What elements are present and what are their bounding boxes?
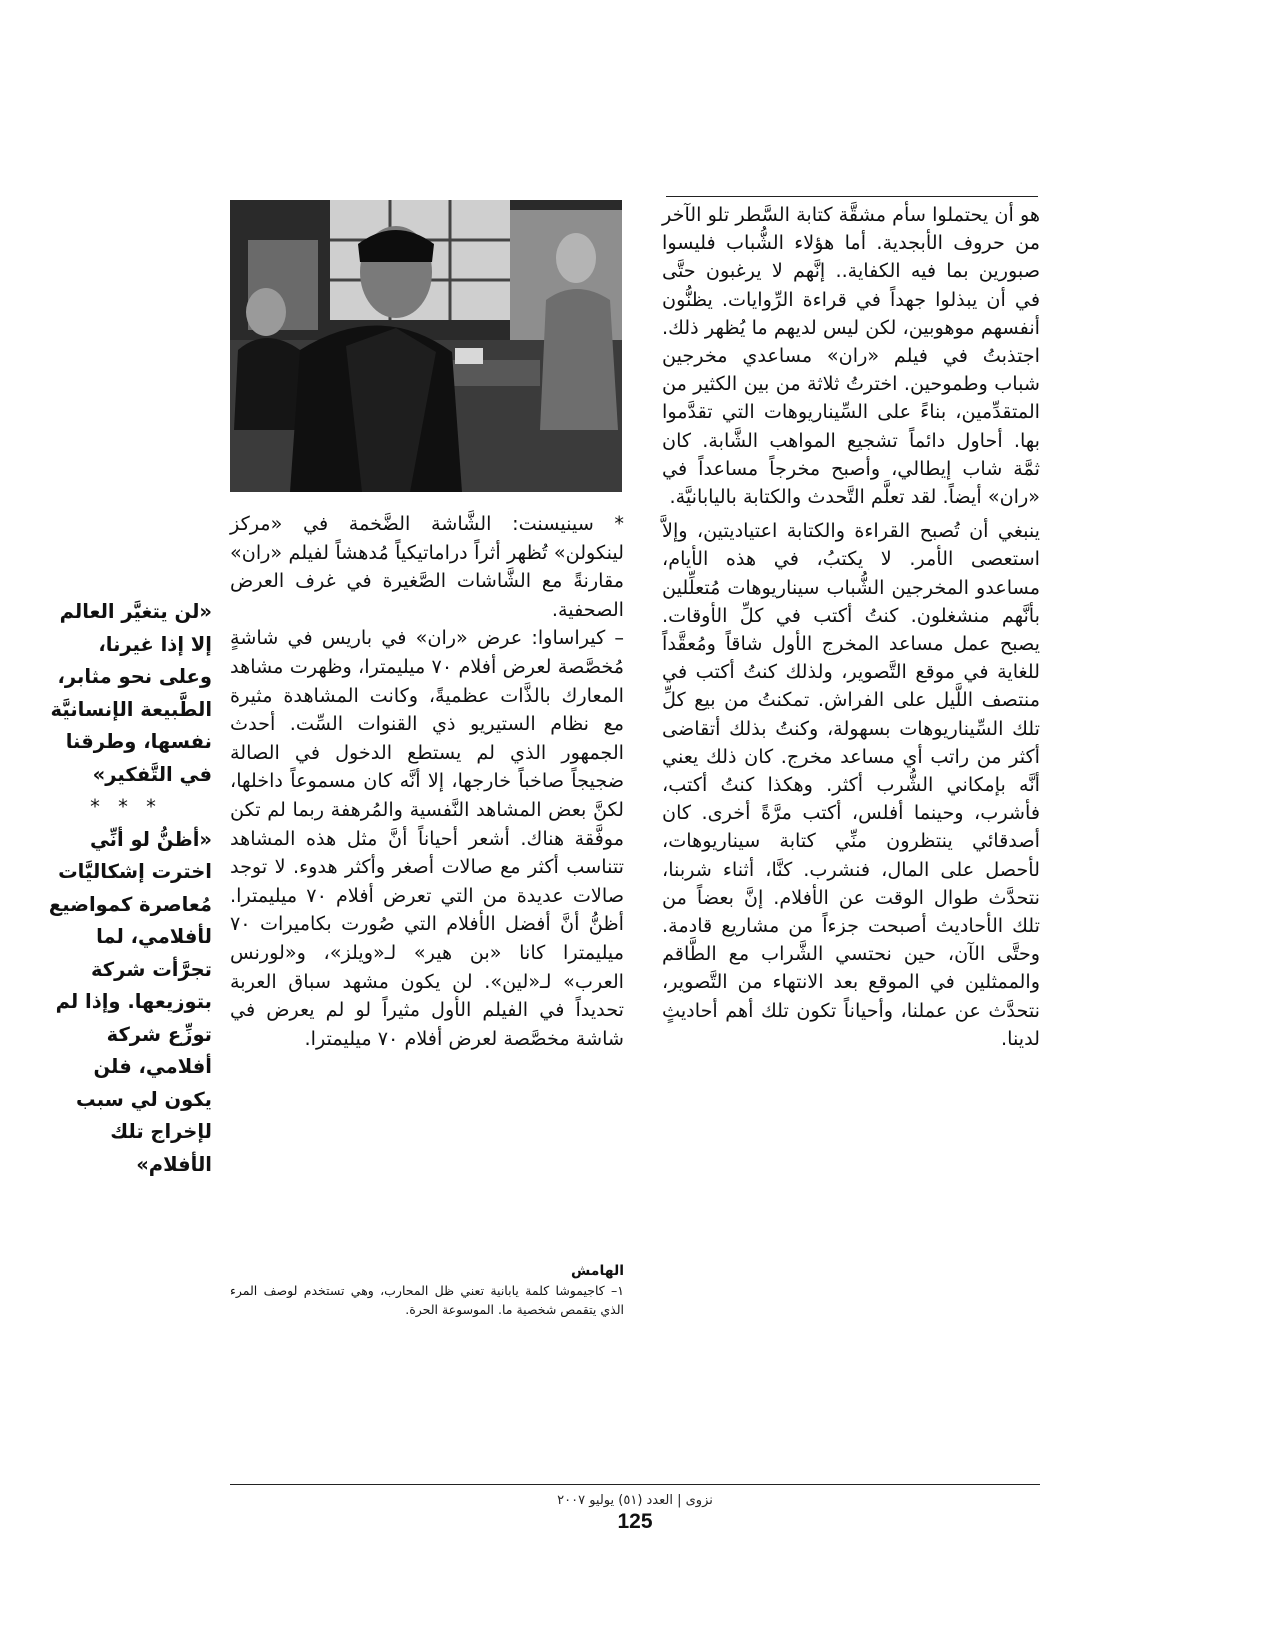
film-still-photo bbox=[230, 200, 622, 492]
pull-quote-2: «أظنُّ لو أنِّي اخترت إشكاليَّات مُعاصرة كمواضيع لأفلامي، لما تجرَّأت شركة بتوزيعها. وإذا لم توزِّع شركة أفلامي، فلن يكون لي سبب لإخراج تلك الأفلام» bbox=[48, 827, 212, 1176]
page-number: 125 bbox=[617, 1510, 653, 1533]
footer-issue: نزوى | العدد (٥١) يوليو ٢٠٠٧ bbox=[557, 1493, 713, 1508]
pull-quote-separator: * * * bbox=[90, 795, 162, 818]
main-paragraph-1: هو أن يحتملوا سأم مشقَّة كتابة السَّطر تلو الآخر من حروف الأبجدية. أما هؤلاء الشُّباب فليسوا صبورين بما فيه الكفاية.. إنَّهم لا يرغبون حتَّى في أن يبذلوا جهداً في قراءة الرِّوايات. يظنُّون أنفسهم موهوبين، لكن ليس لديهم ما يُظهر ذلك. اجتذبتُ في فيلم «ران» مساعدي مخرجين شباب وطموحين. اخترتُ ثلاثة من بين الكثير من المتقدِّمين، بناءً على السِّيناريوهات التي تقدَّموا بها. أحاول دائماً تشجيع المواهب الشَّابة. كان ثمَّة شاب إيطالي، وأصبح مخرجاً مساعداً في «ران» أيضاً. لقد تعلَّم التَّحدث والكتابة باليابانيَّة. bbox=[662, 203, 1040, 509]
footer-rule bbox=[230, 1484, 1040, 1485]
film-still-illustration bbox=[230, 200, 622, 492]
photo-caption: * سينيسنت: الشَّاشة الضَّخمة في «مركز لينكولن» تُظهر أثراً دراماتيكياً مُدهشاً لفيلم «ران» مقارنةً مع الشَّاشات الصَّغيرة في غرف العرض الصحفية. bbox=[230, 512, 624, 621]
footnote-1: ١– كاجيموشا كلمة يابانية تعني ظل المحارب، وهي تستخدم لوصف المرء الذي يتقمص شخصية ما. الموسوعة الحرة. bbox=[230, 1283, 624, 1317]
main-paragraph-2: ينبغي أن تُصبح القراءة والكتابة اعتياديتين، وإلاَّ استعصى الأمر. لا يكتبُ، في هذه الأيام، مساعدو المخرجين الشُّباب سيناريوهات مُتعلِّلين بأنَّهم منشغلون. كنتُ أكتب في كلِّ الأوقات. يصبح عمل مساعد المخرج الأول شاقاً ومُعقَّداً للغاية في موقع التَّصوير، ولذلك كنتُ أكتب في منتصف اللَّيل على الفراش. تمكنتُ من بيع كلِّ تلك السِّيناريوهات بسهولة، وكنتُ بذلك أتقاضى أكثر من راتب أي مساعد مخرج. كان ذلك يعني أنَّه بإمكاني الشُّرب أكثر. وهكذا كنتُ أكتب، فأشرب، وحينما أفلس، أكتب مرَّةً أخرى. كان أصدقائي ينتظرون منِّي كتابة سيناريوهات، لأحصل على المال، فنشرب. كنَّا، أثناء شربنا، نتحدَّث طوال الوقت عن الأفلام. إنَّ بعضاً من تلك الأحاديث أصبحت جزءاً من مشاريع قادمة. وحتَّى الآن، حين نحتسي الشَّراب مع الطَّاقم والممثلين في الموقع بعد الانتهاء من التَّصوير، نتحدَّث عن عملنا، وأحياناً تكون تلك أهم أحاديثٍ لدينا. bbox=[662, 519, 1040, 1050]
pull-quote-1: «لن يتغيَّر العالم إلا إذا غيرنا، وعلى نحو مثابر، الطَّبيعة الإنسانيَّة نفسها، وطرقنا في التَّفكير» bbox=[50, 600, 212, 786]
second-column-text: – كيراساوا: عرض «ران» في باريس في شاشةٍ مُخصَّصة لعرض أفلام ٧٠ ميليمترا، وظهرت مشاهد المعارك بالذَّات عظميةً، وكانت المشاهدة مثيرة مع نظام الستيريو ذي القنوات السِّت. أحدث الجمهور الذي لم يستطع الدخول في الصالة ضجيجاً صاخباً خارجها، إلا أنَّه كان مسموعاً داخلها، لكنَّ بعض المشاهد النَّفسية والمُرهفة ربما لم تكن موفَّقة هناك. أشعر أحياناً أنَّ مثل هذه المشاهد تتناسب أكثر مع صالات أصغر وأكثر هدوء. لا توجد صالات عديدة من التي تعرض أفلام ٧٠ ميليمترا. أظنُّ أنَّ أفضل الأفلام التي صُورت بكاميرات ٧٠ ميليمترا كانا «بن هير» لـ«ويلز»، و«لورنس العرب» لـ«لين». لن يكون مشهد سباق العربة تحديداً في الفيلم الأول مثيراً لو لم يعرض في شاشة مخصَّصة لعرض أفلام ٧٠ ميليمترا. bbox=[230, 626, 624, 1050]
photo-caption-block bbox=[230, 510, 624, 1053]
footnotes bbox=[230, 1263, 624, 1319]
pull-quote-column bbox=[40, 596, 212, 1181]
top-rule bbox=[666, 196, 1038, 197]
footnotes-title: الهامش bbox=[570, 1263, 624, 1279]
main-text-column bbox=[662, 201, 1040, 1053]
